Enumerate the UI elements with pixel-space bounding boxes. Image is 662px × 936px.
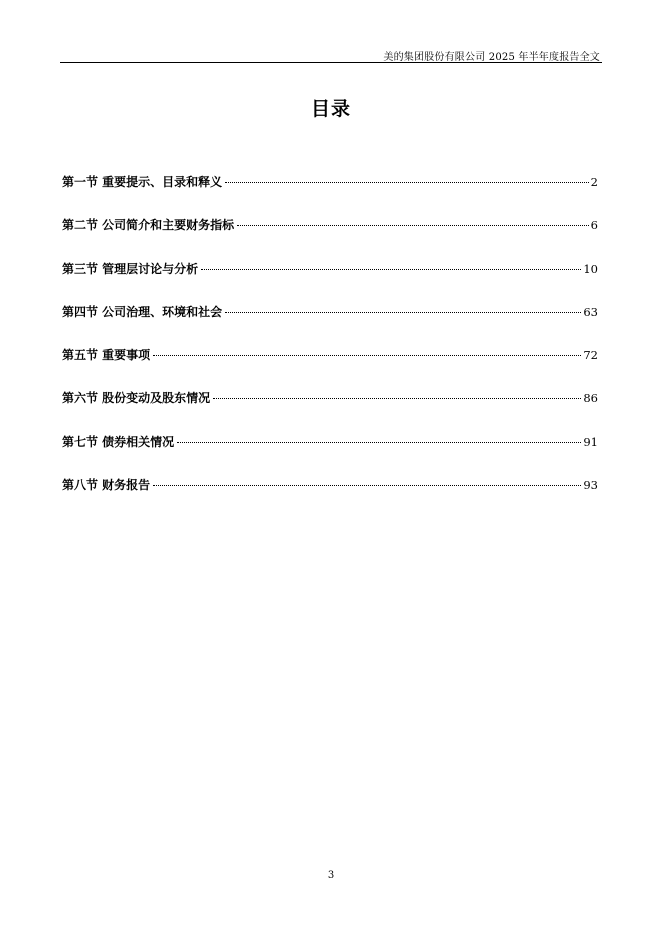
toc-entry-section-1[interactable] [62, 173, 598, 216]
toc-entry-page: 72 [583, 348, 598, 363]
dot-leader [177, 442, 581, 443]
dot-leader [153, 355, 581, 356]
page-number: 3 [327, 870, 335, 881]
toc-entry-section-8[interactable] [62, 476, 598, 519]
toc-entry-section-7[interactable] [62, 433, 598, 476]
dot-leader [201, 269, 581, 270]
toc-entry-page: 63 [583, 304, 598, 319]
dot-leader [237, 225, 588, 226]
toc-entry-page: 86 [583, 391, 598, 406]
toc-entry-page: 10 [583, 261, 598, 276]
toc-entry-section-6[interactable] [62, 389, 598, 432]
toc-entry-section-2[interactable] [62, 216, 598, 259]
toc-entry-page: 91 [583, 434, 598, 449]
toc-entry-section-5[interactable] [62, 346, 598, 389]
dot-leader [213, 398, 581, 399]
toc-entry-label: 第八节 财务报告 [62, 478, 151, 493]
toc-entry-label: 第七节 债券相关情况 [62, 434, 175, 449]
toc-entry-section-3[interactable] [62, 260, 598, 303]
dot-leader [153, 485, 581, 486]
running-header: 美的集团股份有限公司 2025 年半年度报告全文 [383, 52, 600, 63]
toc-entry-page: 2 [590, 175, 598, 189]
header-divider [60, 62, 602, 63]
toc-entry-page: 93 [583, 478, 598, 493]
toc-entry-label: 第六节 股份变动及股东情况 [62, 391, 211, 406]
toc-entry-label: 第四节 公司治理、环境和社会 [62, 304, 223, 319]
dot-leader [225, 312, 581, 313]
toc-entry-label: 第五节 重要事项 [62, 348, 151, 363]
toc-entry-page: 6 [590, 218, 598, 233]
toc-title: 目录 [310, 98, 351, 120]
dot-leader [225, 182, 588, 183]
toc-entry-label: 第三节 管理层讨论与分析 [62, 261, 199, 276]
toc-entry-label: 第二节 公司简介和主要财务指标 [62, 218, 235, 233]
toc-entry-section-4[interactable] [62, 303, 598, 346]
table-of-contents [62, 173, 598, 519]
toc-entry-label: 第一节 重要提示、目录和释义 [62, 175, 223, 189]
